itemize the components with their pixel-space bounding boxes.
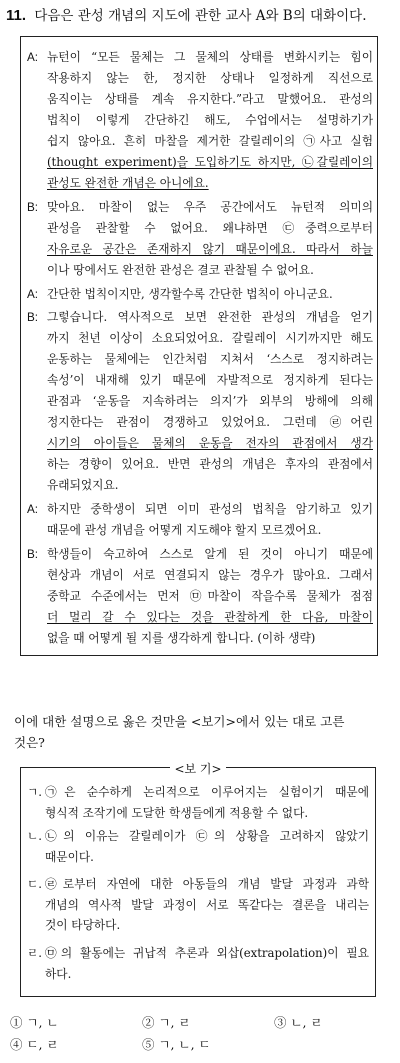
bogi-marker: ㄱ.	[27, 785, 43, 799]
dialog-line: 관점과 ‘운동을 지속하려는 의지’가 외부의 방해에 의해	[47, 394, 373, 408]
dialog-line-underlined: 자유로운 공간은 존재하지 않기 때문이에요. 따라서 하늘	[47, 242, 373, 256]
bogi-line: ㉡의 이유는 갈릴레이가 ㉢의 상황을 고려하지 않았기	[45, 829, 369, 843]
bogi-item	[27, 943, 369, 984]
choice-2[interactable]: ② ㄱ, ㄹ	[142, 1015, 191, 1030]
dialog-line: 하지만 중학생이 되면 이미 관성의 법칙을 암기하고 있기	[47, 502, 373, 516]
speaker-label: B:	[27, 311, 39, 324]
bogi-title: <보 기>	[170, 762, 225, 776]
dialog-line-underlined: 더 멀리 갈 수 있다는 것을 관찰하게 한 다음, 마찰이	[47, 610, 373, 624]
prompt-line: 이에 대한 설명으로 옳은 것만을 <보기>에서 있는 대로 고른	[14, 714, 345, 729]
bogi-title-wrap	[21, 758, 375, 777]
dialog-line: 운동하는 물체에는 인간처럼 지쳐서 ‘스스로 정지하려는	[47, 352, 373, 366]
bogi-box	[20, 762, 376, 997]
bogi-line: ㉣로부터 자연에 대한 아동들의 개념 발달 과정과 과학	[45, 877, 369, 891]
dialog-line: 움직이는 상태를 계속 유지한다.”라고 말했어요. 관성의	[47, 92, 373, 106]
question-prompt	[14, 711, 386, 753]
dialog-line: 하는 경향이 있어요. 반면 관성의 개념은 후자의 관점에서	[47, 457, 373, 471]
bogi-item	[27, 826, 369, 867]
dialog-turn	[27, 47, 373, 194]
bogi-marker: ㄹ.	[27, 946, 43, 960]
dialog-turn	[27, 544, 373, 649]
dialog-line: 중학교 수준에서는 먼저 ㉤마찰이 작을수록 물체가 점점	[47, 589, 373, 603]
dialog-line: 맞아요. 마찰이 없는 우주 공간에서도 뉴턴적 의미의	[47, 200, 373, 214]
speaker-label: A:	[27, 503, 39, 516]
dialog-line-underlined: 시기의 아이들은 물체의 운동을 전자의 관점에서 생각	[47, 436, 373, 450]
dialog-line: 속성’이 내재해 있기 때문에 자발적으로 정지하게 된다는	[47, 373, 373, 387]
bogi-line: 때문이다.	[45, 849, 94, 864]
bogi-line: 하다.	[45, 966, 72, 981]
dialog-box	[20, 36, 378, 656]
dialog-line: 작용하지 않는 한, 정지한 상태나 일정하게 직선으로	[47, 71, 373, 85]
question-header	[6, 6, 366, 26]
choice-5[interactable]: ⑤ ㄱ, ㄴ, ㄷ	[142, 1037, 211, 1052]
dialog-line: 현상과 개념이 서로 연결되지 않는 경우가 많아요. 그래서	[47, 568, 373, 582]
bogi-line: ㉠은 순수하게 논리적으로 이루어지는 실험이기 때문에	[45, 785, 369, 799]
bogi-marker: ㄷ.	[27, 877, 43, 891]
question-number: 11.	[6, 7, 27, 24]
dialog-line: 정지한다는 관점이 경쟁하고 있었어요. 그런데 ㉣어린	[47, 415, 373, 429]
dialog-line: 법칙이 이렇게 간단하긴 해도, 수업에서는 설명하기가	[47, 113, 373, 127]
bogi-line: 형식적 조작기에 도달한 학생들에게 적용할 수 없다.	[45, 805, 309, 820]
bogi-line: ㉤의 활동에는 귀납적 추론과 외삽(extrapolation)이 필요	[45, 946, 369, 960]
dialog-line: 간단한 법칙이지만, 생각할수록 간단한 법칙이 아니군요.	[47, 287, 333, 301]
bogi-line: 것이 타당하다.	[45, 918, 121, 932]
dialog-line-underlined: 관성도 완전한 개념은 아니에요.	[47, 176, 209, 190]
dialog-turn	[27, 307, 373, 496]
prompt-line: 것은?	[14, 735, 45, 750]
dialog-line-underlined: (thought experiment)을 도입하기도 하지만, ㉡갈릴레이의	[47, 155, 373, 169]
bogi-line: 개념의 역사적 발달 과정이 서로 똑같다는 결론을 내리는	[45, 897, 369, 912]
choice-1[interactable]: ① ㄱ, ㄴ	[10, 1015, 59, 1030]
speaker-label: A:	[27, 51, 39, 64]
dialog-line: 없을 때 어떻게 될 지를 생각하게 합니다. (이하 생략)	[47, 631, 316, 645]
dialog-turn	[27, 197, 373, 281]
speaker-label: A:	[27, 288, 39, 301]
dialog-turn	[27, 284, 373, 305]
dialog-line: 관성을 관찰할 수 없어요. 왜냐하면 ㉢중력으로부터	[47, 221, 373, 235]
question-stem: 다음은 관성 개념의 지도에 관한 교사 A와 B의 대화이다.	[34, 8, 367, 24]
bogi-marker: ㄴ.	[27, 829, 43, 843]
speaker-label: B:	[27, 201, 39, 214]
dialog-line: 유래되었지요.	[47, 478, 119, 492]
choice-4[interactable]: ④ ㄷ, ㄹ	[10, 1037, 59, 1052]
dialog-turn	[27, 499, 373, 541]
dialog-line: 쉽지 않아요. 흔히 마찰을 제거한 갈릴레이의 ㉠사고 실험	[47, 134, 373, 148]
bogi-item	[27, 782, 369, 823]
dialog-line: 까지 천년 이상이 소요되었어요. 갈릴레이 시기까지만 해도	[47, 331, 373, 345]
dialog-line: 이나 땅에서도 완전한 관성은 결코 관찰될 수 없어요.	[47, 263, 314, 277]
speaker-label: B:	[27, 548, 39, 561]
dialog-line: 때문에 관성 개념을 어떻게 지도해야 할지 모르겠어요.	[47, 523, 322, 537]
dialog-line: 뉴턴이 “모든 물체는 그 물체의 상태를 변화시키는 힘이	[47, 50, 373, 64]
dialog-line: 그렇습니다. 역사적으로 보면 완전한 관성의 개념을 얻기	[47, 310, 373, 324]
choice-3[interactable]: ③ ㄴ, ㄹ	[274, 1015, 323, 1030]
dialog-line: 학생들이 숙고하여 스스로 알게 된 것이 아니기 때문에	[47, 547, 373, 561]
bogi-item	[27, 874, 369, 936]
